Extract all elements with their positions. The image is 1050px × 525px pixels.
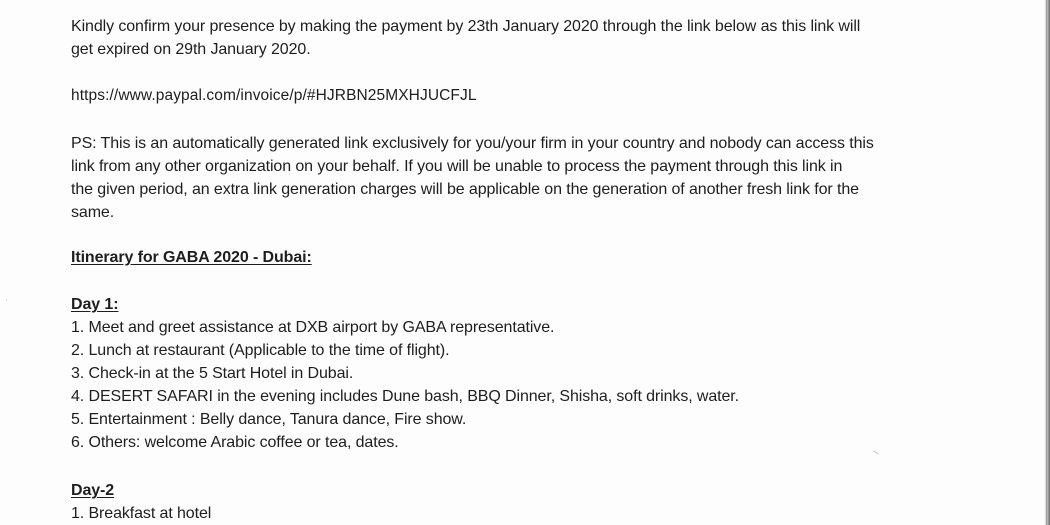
day-1-list <box>71 316 739 454</box>
ps-notice-paragraph <box>71 132 874 224</box>
list-item: 6. Others: welcome Arabic coffee or tea, dates. <box>71 434 399 451</box>
list-item: 1. Breakfast at hotel <box>71 505 212 522</box>
day-1-section <box>71 293 739 454</box>
payment-notice-paragraph <box>71 15 860 61</box>
day-2-list <box>71 502 211 525</box>
scan-page-edge <box>1044 0 1050 525</box>
itinerary-title: Itinerary for GABA 2020 - Dubai: <box>71 249 312 266</box>
payment-notice-line: get expired on 29th January 2020. <box>71 41 311 58</box>
day-1-heading: Day 1: <box>71 296 119 313</box>
day-2-heading: Day-2 <box>71 482 115 499</box>
scan-speck <box>873 450 878 454</box>
day-2-section <box>71 479 211 525</box>
ps-notice-line: same. <box>71 204 115 221</box>
list-item: 5. Entertainment : Belly dance, Tanura dance, Fire show. <box>71 411 467 428</box>
ps-notice-line: the given period, an extra link generation charges will be applicable on the generation of another fresh link for the <box>71 181 859 198</box>
ps-notice-line: link from any other organization on your behalf. If you will be unable to process the payment through this link in <box>71 158 843 175</box>
list-item: 1. Meet and greet assistance at DXB airport by GABA representative. <box>71 319 555 336</box>
payment-link[interactable]: https://www.paypal.com/invoice/p/#HJRBN25MXHJUCFJL <box>71 87 477 104</box>
payment-notice-line: Kindly confirm your presence by making the payment by 23th January 2020 through the link below as this link will <box>71 18 861 35</box>
scan-page-edge-line <box>1046 0 1047 525</box>
list-item: 3. Check-in at the 5 Start Hotel in Dubai. <box>71 365 354 382</box>
ps-notice-line: PS: This is an automatically generated link exclusively for you/your firm in your country and nobody can access this <box>71 135 874 152</box>
list-item: 4. DESERT SAFARI in the evening includes Dune bash, BBQ Dinner, Shisha, soft drinks, water. <box>71 388 739 405</box>
scan-speck <box>6 300 7 301</box>
list-item: 2. Lunch at restaurant (Applicable to the time of flight). <box>71 342 450 359</box>
